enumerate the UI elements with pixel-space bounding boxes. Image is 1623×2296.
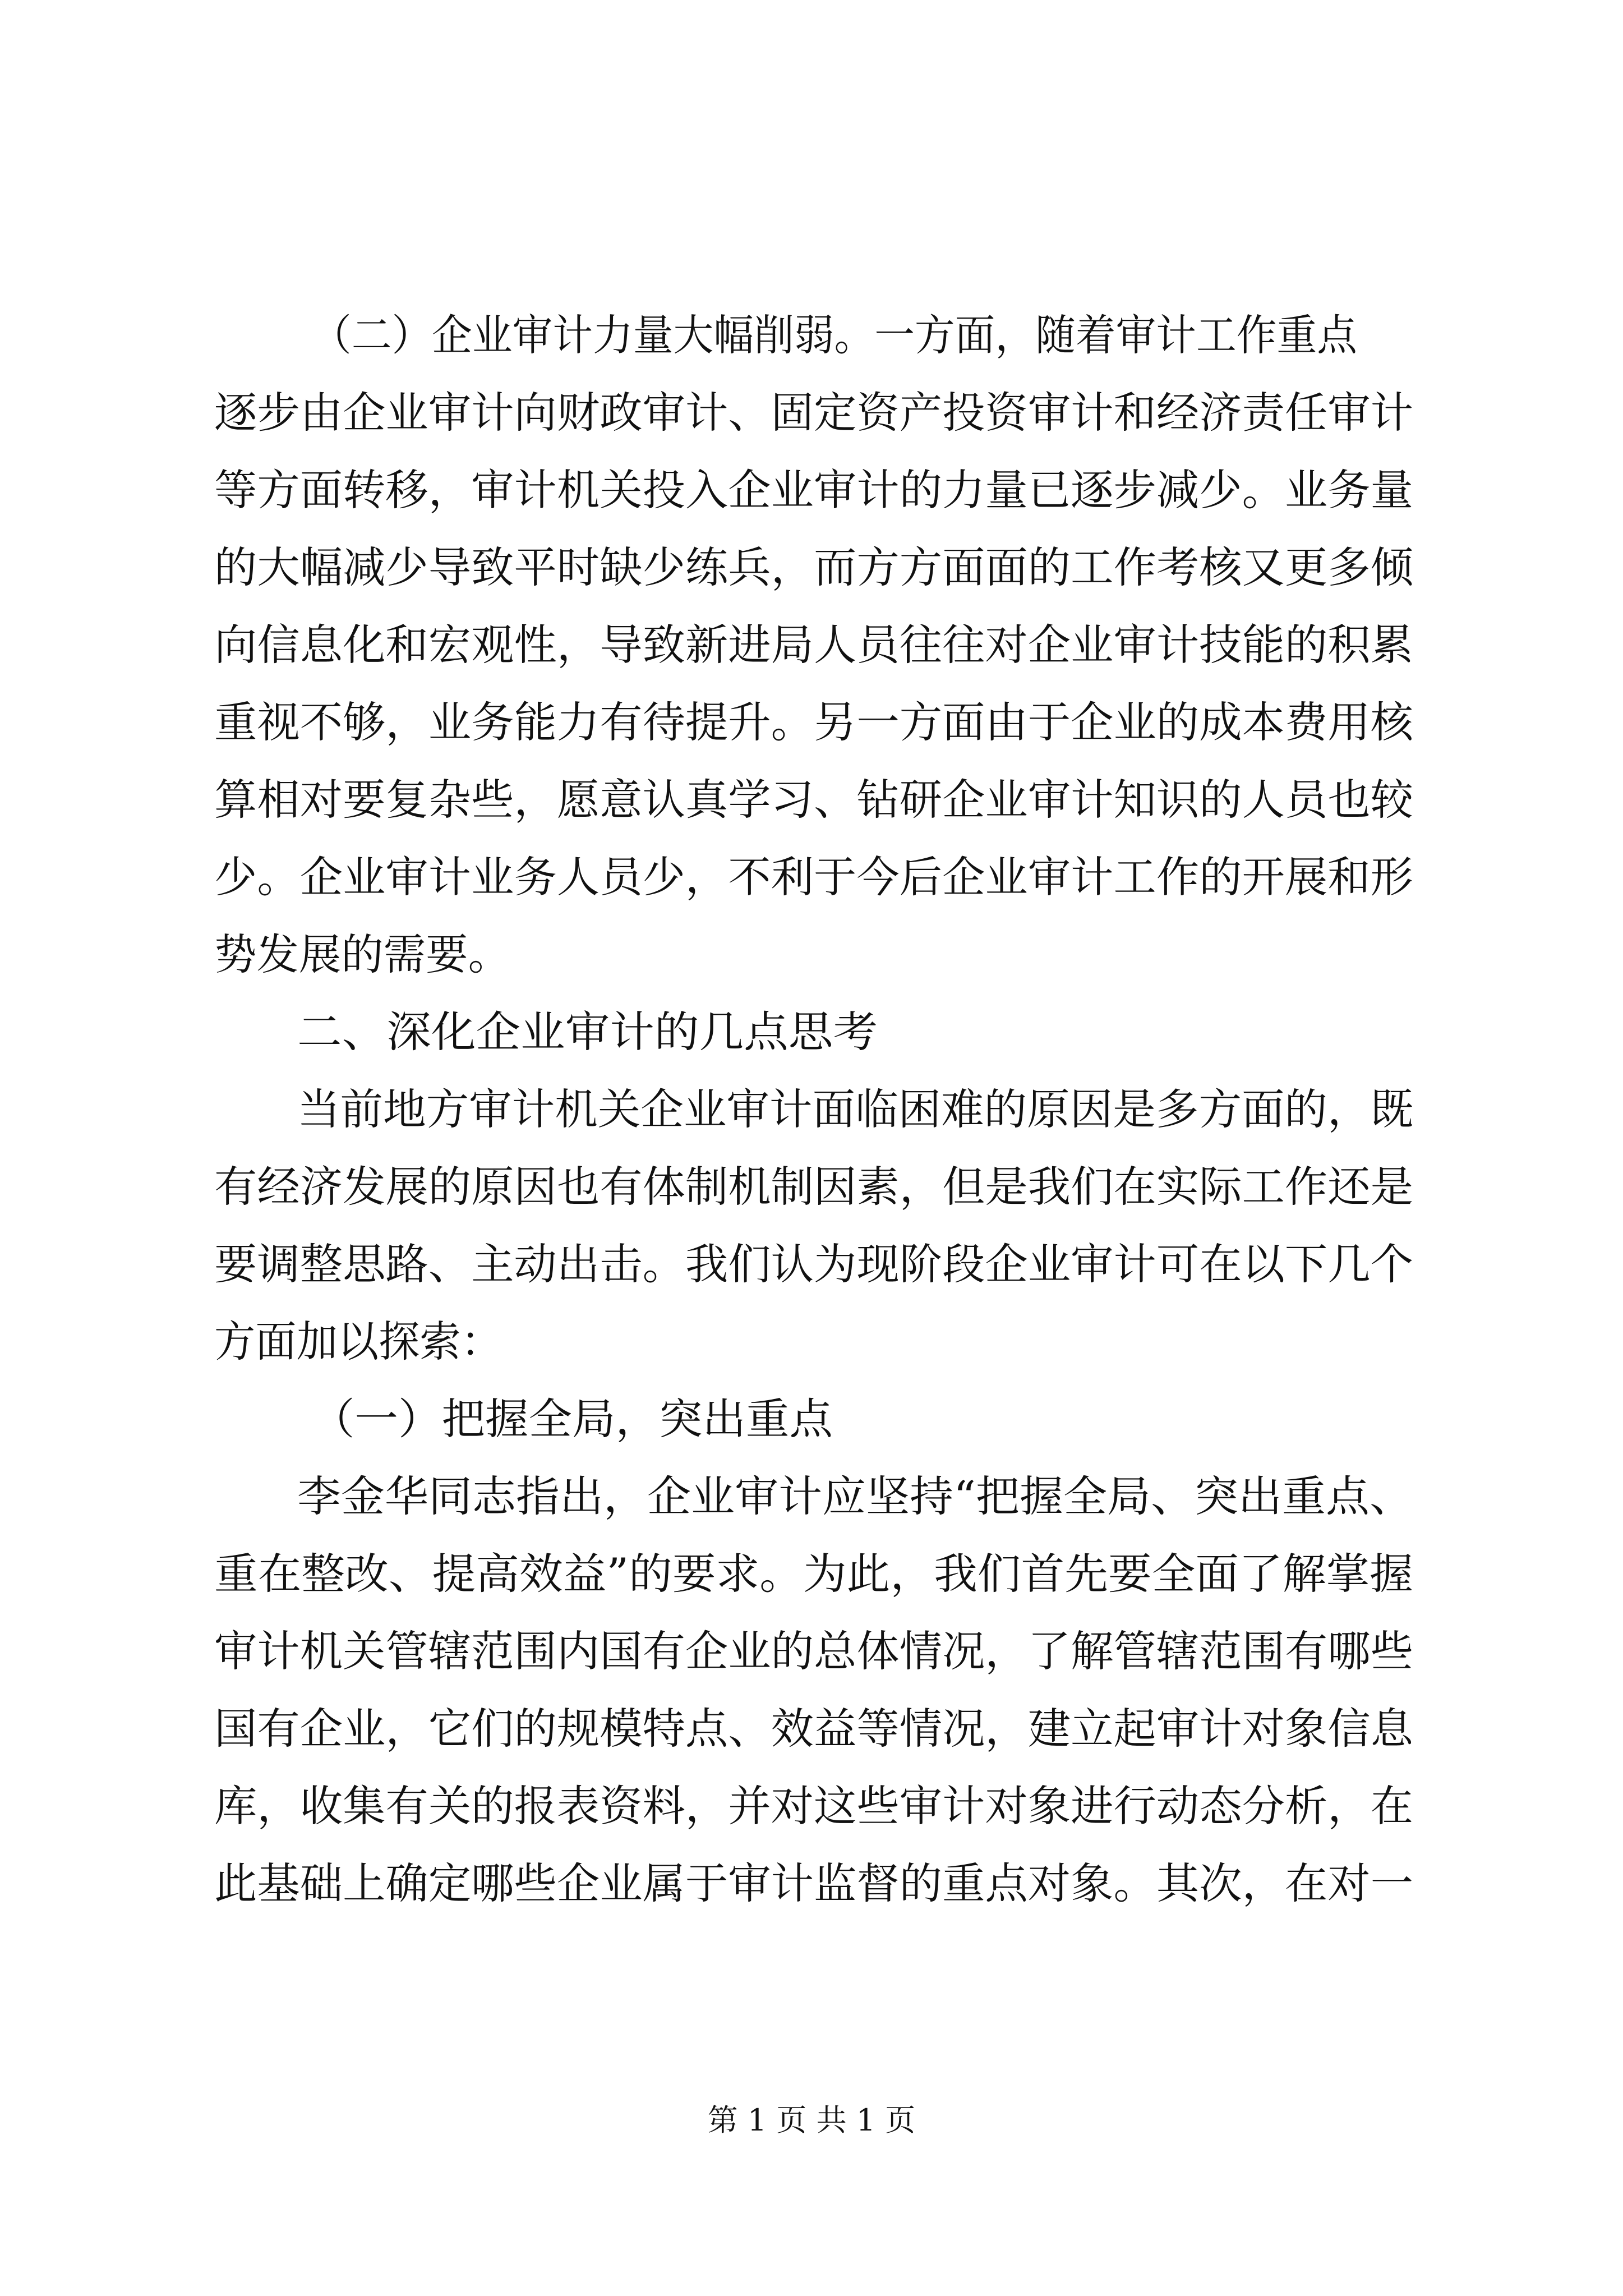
line-text: 重在整改、提高效益”的要求。为此，我们首先要全面了解掌握 xyxy=(214,1549,1413,1599)
line-text: （一）把握全局，突出重点 xyxy=(311,1394,833,1444)
paragraph-line xyxy=(0,457,1623,524)
line-text: 等方面转移，审计机关投入企业审计的力量已逐步减少。业务量 xyxy=(214,465,1414,515)
line-text: 库，收集有关的报表资料，并对这些审计对象进行动态分析，在 xyxy=(214,1781,1414,1831)
paragraph-line xyxy=(0,766,1623,834)
paragraph-line xyxy=(0,1850,1623,1917)
line-text: 李金华同志指出，企业审计应坚持“把握全局、突出重点、 xyxy=(297,1471,1414,1521)
section-heading xyxy=(0,1386,1623,1453)
page-footer xyxy=(0,2098,1623,2143)
line-text: 少。企业审计业务人员少，不利于今后企业审计工作的开展和形 xyxy=(214,852,1414,902)
line-text: 逐步由企业审计向财政审计、固定资产投资审计和经济责任审计 xyxy=(214,388,1414,438)
page-number-label: 第 1 页 共 1 页 xyxy=(707,2102,916,2138)
paragraph-line xyxy=(0,921,1623,988)
paragraph-line xyxy=(0,1618,1623,1685)
paragraph-line xyxy=(0,379,1623,447)
line-text: 方面加以探索： xyxy=(214,1317,502,1366)
paragraph-line xyxy=(0,689,1623,756)
paragraph-line xyxy=(0,1773,1623,1840)
line-text: 有经济发展的原因也有体制机制因素，但是我们在实际工作还是 xyxy=(214,1162,1414,1212)
paragraph-line xyxy=(0,1076,1623,1143)
line-text: 重视不够，业务能力有待提升。另一方面由于企业的成本费用核 xyxy=(214,697,1414,747)
line-text: 算相对要复杂些，愿意认真学习、钻研企业审计知识的人员也较 xyxy=(214,775,1414,825)
paragraph-line xyxy=(0,1153,1623,1221)
line-text: 此基础上确定哪些企业属于审计监督的重点对象。其次，在对一 xyxy=(214,1858,1414,1908)
line-text: 二、深化企业审计的几点思考 xyxy=(297,1007,878,1057)
line-text: 当前地方审计机关企业审计面临困难的原因是多方面的，既 xyxy=(297,1084,1414,1134)
line-text: 要调整思路、主动出击。我们认为现阶段企业审计可在以下几个 xyxy=(214,1239,1414,1289)
paragraph-line xyxy=(0,1463,1623,1530)
paragraph-line xyxy=(0,1308,1623,1375)
line-text: 的大幅减少导致平时缺少练兵，而方方面面的工作考核又更多倾 xyxy=(214,542,1414,592)
paragraph-line xyxy=(0,844,1623,911)
line-text: 国有企业，它们的规模特点、效益等情况，建立起审计对象信息 xyxy=(214,1704,1414,1754)
section-heading xyxy=(0,999,1623,1066)
line-text: 向信息化和宏观性，导致新进局人员往往对企业审计技能的积累 xyxy=(214,620,1414,670)
paragraph-line xyxy=(0,1695,1623,1763)
line-text: 势发展的需要。 xyxy=(214,930,511,979)
line-text: （二）企业审计力量大幅削弱。一方面，随着审计工作重点 xyxy=(311,310,1357,360)
paragraph-line xyxy=(0,302,1623,369)
paragraph-line xyxy=(0,611,1623,679)
paragraph-line xyxy=(0,1231,1623,1298)
paragraph-line xyxy=(0,1540,1623,1608)
line-text: 审计机关管辖范围内国有企业的总体情况，了解管辖范围有哪些 xyxy=(214,1626,1414,1676)
paragraph-line xyxy=(0,534,1623,601)
